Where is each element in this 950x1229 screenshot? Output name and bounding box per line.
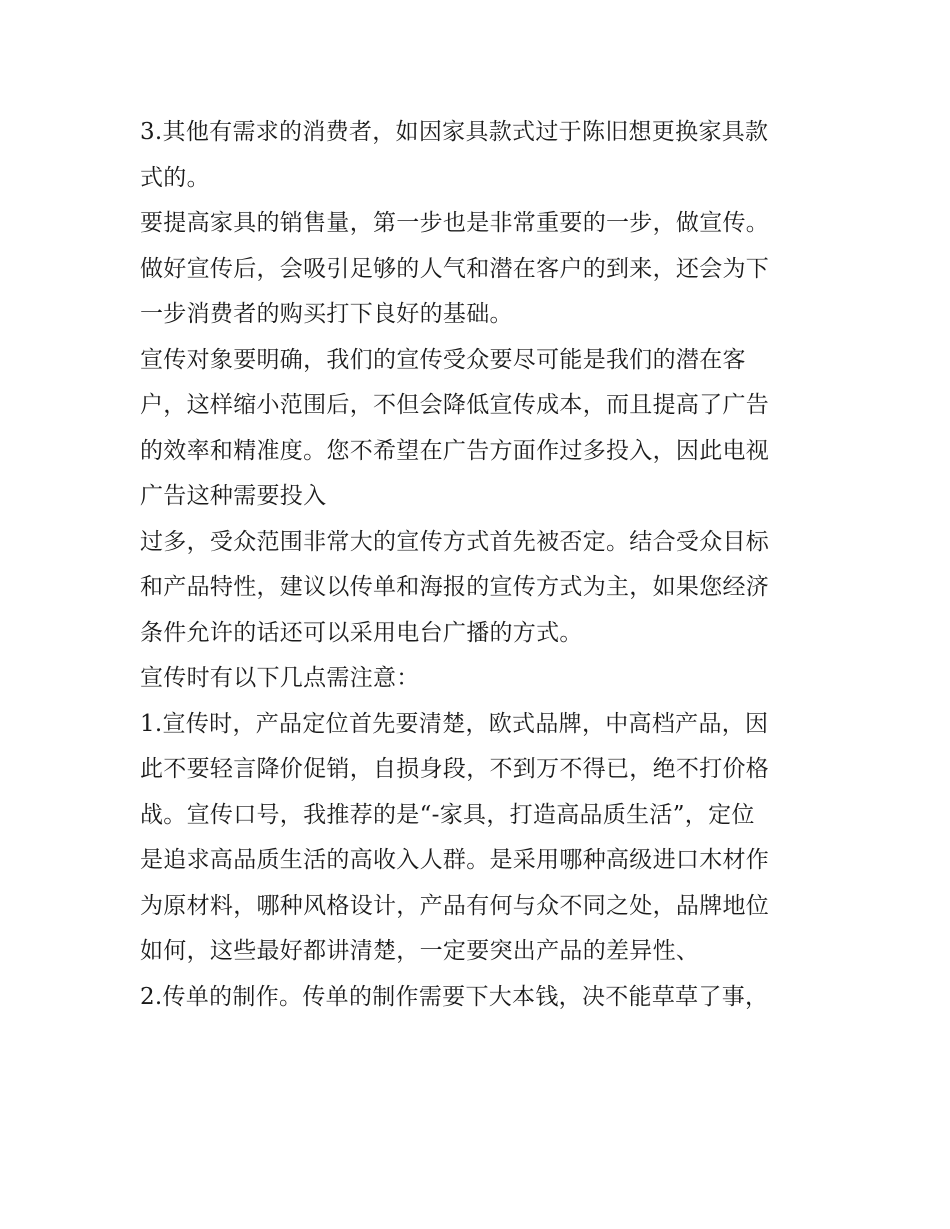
text-line: 式的。 <box>140 164 210 191</box>
text-line: 做好宣传后，会吸引足够的人气和潜在客户的到来，还会为下 <box>140 255 770 282</box>
text-line: 一步消费者的购买打下良好的基础。 <box>140 301 513 327</box>
text-line: 1.宣传时，产品定位首先要清楚，欧式品牌，中高档产品，因 <box>140 710 769 737</box>
text-line: 条件允许的话还可以采用电台广播的方式。 <box>140 619 583 646</box>
text-line: 宣传对象要明确，我们的宣传受众要尽可能是我们的潜在客 <box>140 346 746 373</box>
text-line: 宣传时有以下几点需注意： <box>140 665 420 691</box>
text-line: 是追求高品质生活的高收入人群。是采用哪种高级进口木材作 <box>140 847 770 873</box>
text-line: 战。宣传口号，我推荐的是“-家具，打造高品质生活”，定位 <box>140 801 755 828</box>
text-line: 要提高家具的销售量，第一步也是非常重要的一步，做宣传。 <box>140 210 770 236</box>
text-line: 为原材料，哪种风格设计，产品有何与众不同之处，品牌地位 <box>140 892 770 919</box>
text-line: 此不要轻言降价促销，自损身段，不到万不得已，绝不打价格 <box>140 756 770 782</box>
text-line: 的效率和精准度。您不希望在广告方面作过多投入，因此电视 <box>140 437 770 464</box>
text-line: 2.传单的制作。传单的制作需要下大本钱，决不能草草了事， <box>140 983 769 1010</box>
document-body <box>140 110 820 1020</box>
text-line: 3.其他有需求的消费者，如因家具款式过于陈旧想更换家具款 <box>140 119 769 145</box>
text-line: 如何，这些最好都讲清楚，一定要突出产品的差异性、 <box>140 938 700 964</box>
text-line: 广告这种需要投入 <box>140 483 327 509</box>
text-line: 过多，受众范围非常大的宣传方式首先被否定。结合受众目标 <box>140 528 770 555</box>
text-line: 和产品特性，建议以传单和海报的宣传方式为主，如果您经济 <box>140 574 770 600</box>
text-line: 户，这样缩小范围后，不但会降低宣传成本，而且提高了广告 <box>140 392 770 418</box>
